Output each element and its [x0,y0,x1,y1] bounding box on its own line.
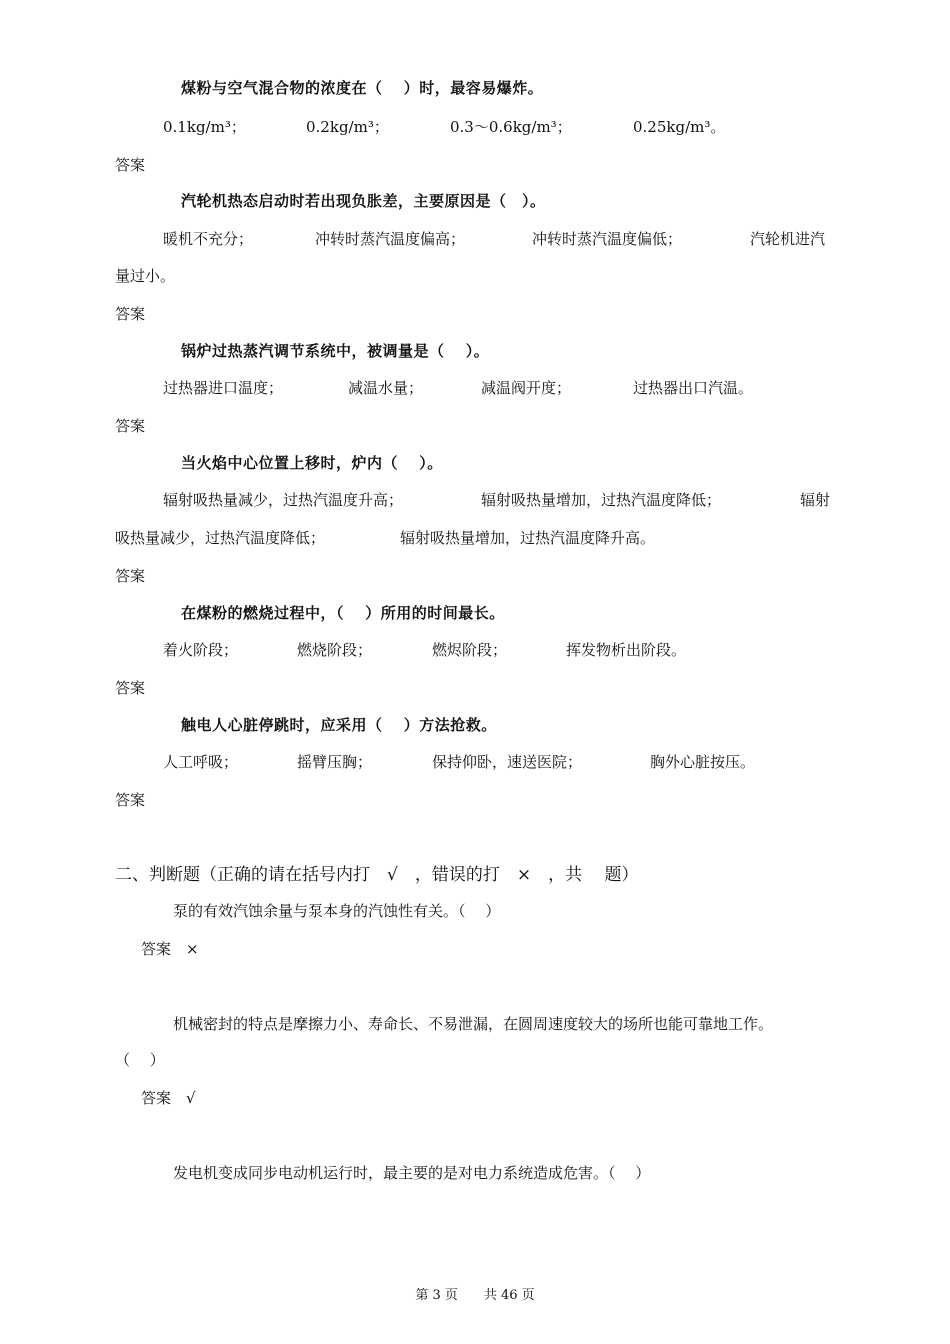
option-1c: 0.3～0.6kg/m³； [450,118,572,136]
option-6b: 摇臂压胸； [297,753,373,771]
section-heading-true-false: 二、判断题（正确的请在括号内打 √ ，错误的打 × ，共 题） [115,865,639,885]
option-5b: 燃烧阶段； [297,641,373,659]
option-4c-continuation: 吸热量减少，过热汽温度降低； [115,529,326,547]
option-6d: 胸外心脏按压。 [650,753,756,771]
option-3a: 过热器进口温度； [163,379,284,397]
answer-2: 答案 [115,305,146,323]
option-2a: 暖机不充分； [163,230,254,248]
answer-4: 答案 [115,567,146,585]
option-6a: 人工呼吸； [163,753,239,771]
option-2d-continuation: 量过小。 [115,267,176,285]
option-4c: 辐射 [800,491,831,509]
question-1: 煤粉与空气混合物的浓度在（ ）时，最容易爆炸。 [181,79,544,97]
option-3d: 过热器出口汽温。 [633,379,754,397]
option-2c: 冲转时蒸汽温度偏低； [532,230,683,248]
option-5c: 燃烬阶段； [432,641,508,659]
question-4: 当火焰中心位置上移时，炉内（ ）。 [181,454,443,472]
option-1b: 0.2kg/m³； [306,118,389,136]
option-5d: 挥发物析出阶段。 [566,641,687,659]
option-4a: 辐射吸热量减少，过热汽温度升高； [163,491,404,509]
tf-question-1: 泵的有效汽蚀余量与泵本身的汽蚀性有关。（ ） [173,902,501,920]
question-2: 汽轮机热态启动时若出现负胀差，主要原因是（ ）。 [181,192,546,210]
answer-1: 答案 [115,156,146,174]
option-3c: 减温阀开度； [481,379,572,397]
question-6: 触电人心脏停跳时，应采用（ ）方法抢救。 [181,716,497,734]
question-5: 在煤粉的燃烧过程中，（ ）所用的时间最长。 [181,604,505,622]
answer-3: 答案 [115,417,146,435]
tf-answer-2: 答案 √ [141,1089,196,1107]
question-3: 锅炉过热蒸汽调节系统中，被调量是（ ）。 [181,342,490,360]
tf-question-2: 机械密封的特点是摩擦力小、寿命长、不易泄漏，在圆周速度较大的场所也能可靠地工作。 [173,1015,774,1033]
option-1a: 0.1kg/m³； [163,118,246,136]
tf-answer-1: 答案 × [141,940,199,958]
answer-6: 答案 [115,791,146,809]
option-4d: 辐射吸热量增加，过热汽温度降升高。 [400,529,656,547]
page-footer: 第 3 页 共 46 页 [415,1288,535,1303]
tf-question-3: 发电机变成同步电动机运行时，最主要的是对电力系统造成危害。（ ） [173,1164,651,1182]
answer-5: 答案 [115,679,146,697]
option-1d: 0.25kg/m³。 [633,118,726,136]
tf-question-2-continuation: （ ） [115,1051,165,1069]
option-2b: 冲转时蒸汽温度偏高； [315,230,466,248]
option-5a: 着火阶段； [163,641,239,659]
option-6c: 保持仰卧，速送医院； [432,753,583,771]
option-3b: 减温水量； [348,379,424,397]
option-2d: 汽轮机进汽 [750,230,826,248]
option-4b: 辐射吸热量增加，过热汽温度降低； [481,491,722,509]
